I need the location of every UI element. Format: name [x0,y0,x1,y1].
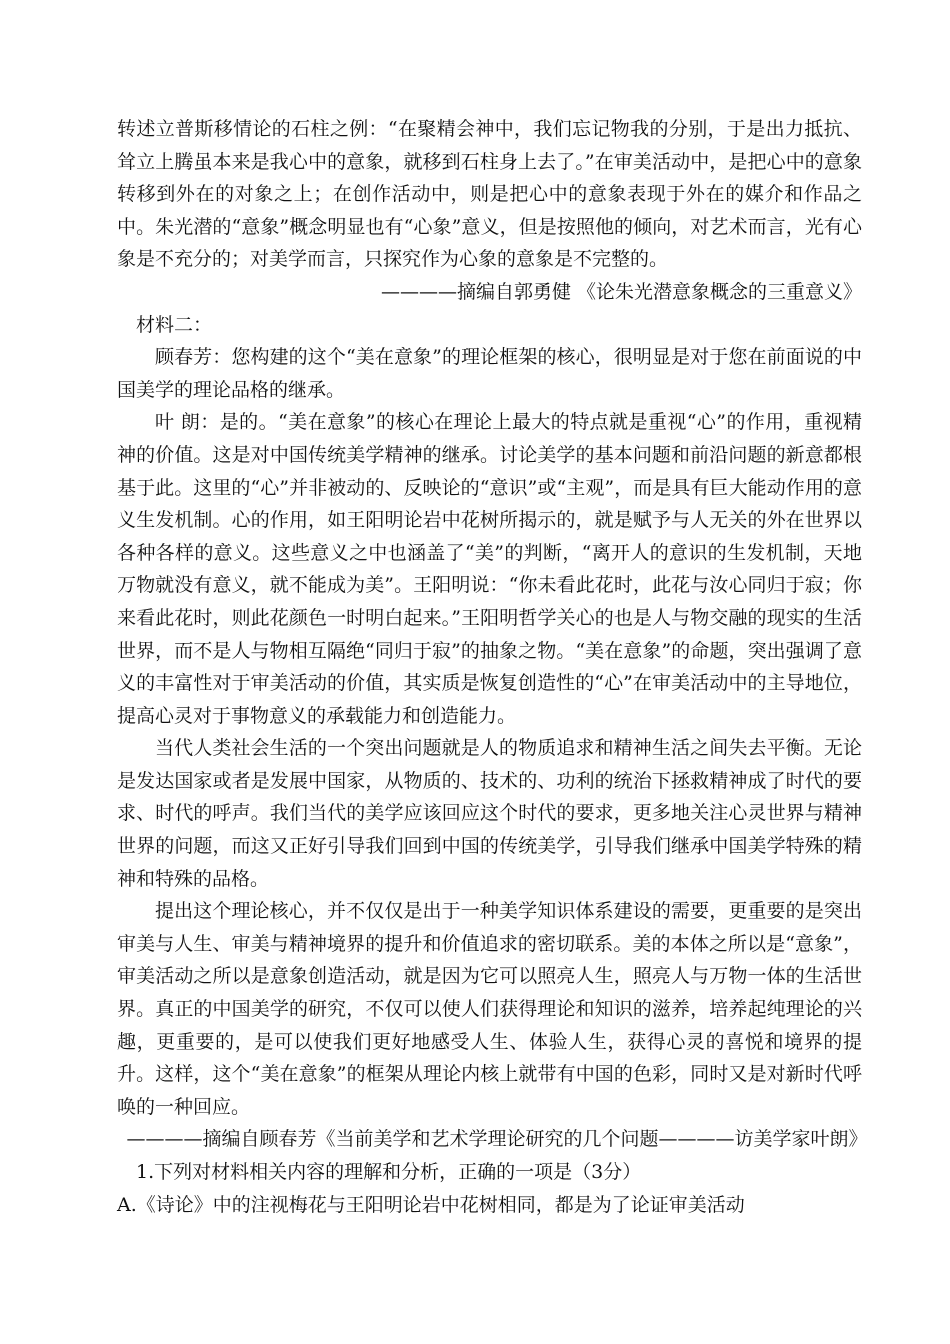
document-body [117,113,868,1221]
material-one-tail-paragraph: 转述立普斯移情论的石柱之例：“在聚精会神中，我们忘记物我的分别，于是出力抵抗、耸立上腾虽本来是我心中的意象，就移到石柱身上去了。”在审美活动中，是把心中的意象转移到外在的对象之上；在创作活动中，则是把心中的意象表现于外在的媒介和作品之中。朱光潜的“意象”概念明显也有“心象”意义，但是按照他的倾向，对艺术而言，光有心象是不充分的；对美学而言，只探究作为心象的意象是不完整的。 [117,118,862,271]
material-two-paragraph: 叶 朗：是的。“美在意象”的核心在理论上最大的特点就是重视“心”的作用，重视精神的价值。这是对中国传统美学精神的继承。讨论美学的基本问题和前沿问题的新意都根基于此。这里的“心”并非被动的、反映论的“意识”或“主观”，而是具有巨大能动作用的意义生发机制。心的作用，如王阳明论岩中花树所揭示的，就是赋予与人无关的外在世界以各种各样的意义。这些意义之中也涵盖了“美”的判断，“离开人的意识的生发机制，天地万物就没有意义，就不能成为美”。王阳明说：“你未看此花时，此花与汝心同归于寂；你来看此花时，则此花颜色一时明白起来。”王阳明哲学关心的也是人与物交融的现实的生活世界，而不是人与物相互隔绝“同归于寂”的抽象之物。“美在意象”的命题，突出强调了意义的丰富性对于审美活动的价值，其实质是恢复创造性的“心”在审美活动中的主导地位，提高心灵对于事物意义的承载能力和创造能力。 [117,411,862,727]
material-two-source: ————摘编自顾春芳《当前美学和艺术学理论研究的几个问题————访美学家叶朗》 [126,1128,868,1151]
material-two-heading: 材料二： [136,313,213,336]
material-two-paragraph: 当代人类社会生活的一个突出问题就是人的物质追求和精神生活之间失去平衡。无论是发达国家或者是发展中国家，从物质的、技术的、功利的统治下拯救精神成了时代的要求、时代的呼声。我们当代的美学应该回应这个时代的要求，更多地关注心灵世界与精神世界的问题，而这又正好引导我们回到中国的传统美学，引导我们继承中国美学特殊的精神和特殊的品格。 [117,737,862,890]
question-stem: 1.下列对材料相关内容的理解和分析，正确的一项是（3分） [136,1161,642,1183]
material-two-paragraph: 提出这个理论核心，并不仅仅是出于一种美学知识体系建设的需要，更重要的是突出审美与人生、审美与精神境界的提升和价值追求的密切联系。美的本体之所以是“意象”，审美活动之所以是意象创造活动，就是因为它可以照亮人生，照亮人与万物一体的生活世界。真正的中国美学的研究，不仅可以使人们获得理论和知识的滋养，培养起纯理论的兴趣，更重要的，是可以使我们更好地感受人生、体验人生，获得心灵的喜悦和境界的提升。这样，这个“美在意象”的框架从理论内核上就带有中国的色彩，同时又是对新时代呼唤的一种回应。 [117,900,862,1118]
question-option-a: A.《诗论》中的注视梅花与王阳明论岩中花树相同，都是为了论证审美活动 [117,1193,745,1216]
material-two-paragraph: 顾春芳：您构建的这个“美在意象”的理论框架的核心，很明显是对于您在前面说的中国美学的理论品格的继承。 [117,346,862,401]
material-one-source: ————摘编自郭勇健 《论朱光潜意象概念的三重意义》 [380,280,862,303]
